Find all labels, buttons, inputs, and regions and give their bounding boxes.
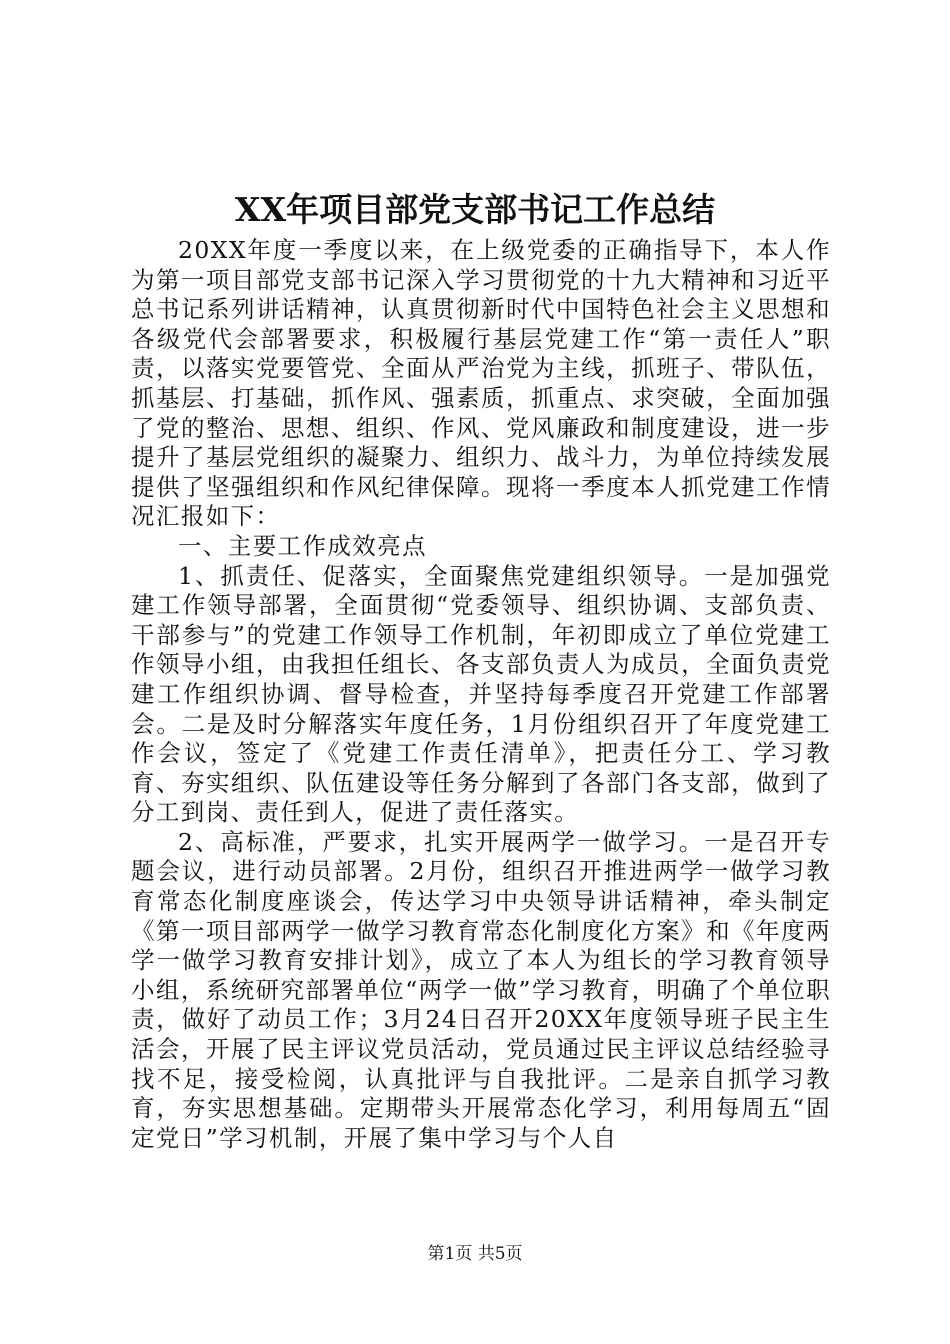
paragraph-intro: 20XX年度一季度以来，在上级党委的正确指导下，本人作为第一项目部党支部书记深入学习贯彻党的十九大精神和习近平总书记系列讲话精神，认真贯彻新时代中国特色社会主义思想和各级党代会部署要求，积极履行基层党建工作“第一责任人”职责，以落实党要管党、全面从严治党为主线，抓班子、带队伍，抓基层、打基础，抓作风、强素质，抓重点、求突破，全面加强了党的整治、思想、组织、作风、党风廉政和制度建设，进一步提升了基层党组织的凝聚力、组织力、战斗力，为单位持续发展提供了坚强组织和作风纪律保障。现将一季度本人抓党建工作情况汇报如下： bbox=[131, 236, 831, 531]
document-title: XX年项目部党支部书记工作总结 bbox=[234, 190, 716, 229]
page-footer bbox=[0, 1242, 950, 1266]
paragraph-item-2: 2、高标准，严要求，扎实开展两学一做学习。一是召开专题会议，进行动员部署。2月份，组织召开推进两学一做学习教育常态化制度座谈会，传达学习中央领导讲话精神，牵头制定《第一项目部两学一做学习教育常态化制度化方案》和《年度两学一做学习教育安排计划》，成立了本人为组长的学习教育领导小组，系统研究部署单位“两学一做”学习教育，明确了个单位职责，做好了动员工作；3月24日召开20XX年度领导班子民主生活会，开展了民主评议党员活动，党员通过民主评议总结经验寻找不足，接受检阅，认真批评与自我批评。二是亲自抓学习教育，夯实思想基础。定期带头开展常态化学习，利用每周五“固定党日”学习机制，开展了集中学习与个人自 bbox=[131, 827, 831, 1152]
page-number: 第1页 共5页 bbox=[427, 1244, 523, 1264]
section-heading: 一、主要工作成效亮点 bbox=[178, 531, 427, 560]
paragraph-item-1: 1、抓责任、促落实，全面聚焦党建组织领导。一是加强党建工作领导部署，全面贯彻“党委领导、组织协调、支部负责、干部参与”的党建工作领导工作机制，年初即成立了单位党建工作领导小组，由我担任组长、各支部负责人为成员，全面负责党建工作组织协调、督导检查，并坚持每季度召开党建工作部署会。二是及时分解落实年度任务，1月份组织召开了年度党建工作会议，签定了《党建工作责任清单》，把责任分工、学习教育、夯实组织、队伍建设等任务分解到了各部门各支部，做到了分工到岗、责任到人，促进了责任落实。 bbox=[131, 561, 831, 827]
document-body bbox=[131, 236, 831, 1153]
